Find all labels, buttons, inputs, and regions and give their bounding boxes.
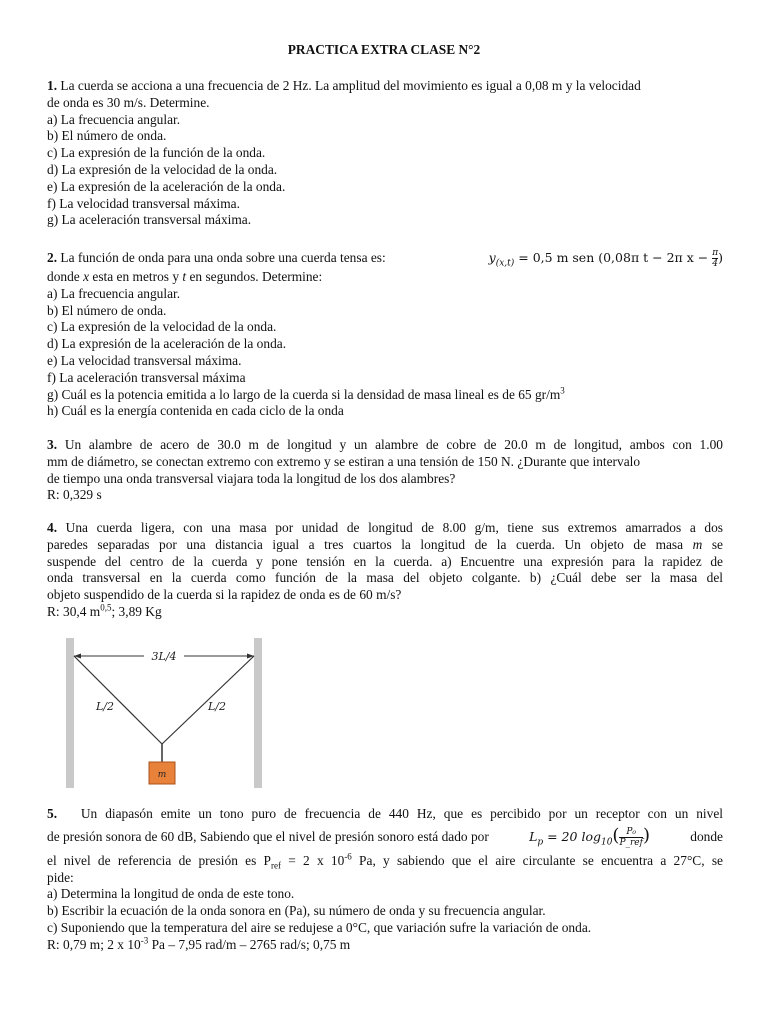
problem-4-text-2-end: se (711, 536, 723, 552)
problem-2-item: c) La expresión de la velocidad de la onda. (47, 319, 277, 335)
problem-1-text-1: La cuerda se acciona a una frecuencia de 2 Hz. La amplitud del movimiento es igual a 0,08 m y la velocidad (60, 78, 641, 93)
problem-1-item: e) La expresión de la aceleración de la onda. (47, 178, 286, 194)
problem-1-item: a) La frecuencia angular. (47, 111, 181, 127)
eq-y-sub: (x,t) (495, 258, 515, 268)
eq-y: y (488, 249, 496, 265)
problem-5-answer (47, 937, 723, 954)
eq-num: P₀ (619, 827, 643, 838)
problem-4-line-4: onda transversal en la cuerda como función de la masa del objeto colgante. b) ¿Cuál debe ser la masa del (47, 570, 723, 586)
p2-text-c: en segundos. Determine: (186, 269, 323, 284)
eq-log-sub: 10 (600, 837, 613, 848)
problem-3-line-1 (47, 437, 723, 454)
p5-answer-sup: -3 (140, 935, 149, 946)
eq-mid: = 20 log (543, 829, 601, 845)
problem-2-line-1 (47, 247, 723, 269)
problem-1-item: g) La aceleración transversal máxima. (47, 212, 252, 228)
problem-4-var-m: m (692, 536, 703, 552)
problem-5-text-2-end: donde (690, 829, 723, 845)
left-wall (66, 638, 74, 788)
sound-level-equation (529, 827, 650, 848)
problem-1-line-2: de onda es 30 m/s. Determine. (47, 94, 210, 110)
problem-5-line-2 (47, 823, 723, 853)
eq-L-sub: p (537, 837, 544, 848)
problem-2-number: 2. (47, 249, 58, 265)
eq-body: = 0,5 m sen (0,08π t − 2π x − (514, 249, 713, 265)
problem-2-item: d) La expresión de la aceleración de la onda. (47, 336, 287, 352)
problem-1-item: c) La expresión de la función de la onda. (47, 145, 266, 161)
eq-frac-den: 4 (712, 258, 719, 269)
problem-5-line-4: pide: (47, 869, 74, 885)
problem-4 (47, 520, 723, 621)
eq-L: L (529, 829, 538, 845)
problem-2-item: f) La aceleración transversal máxima (47, 369, 246, 385)
problem-3-answer: R: 0,329 s (47, 487, 102, 503)
problem-1-number: 1. (47, 78, 58, 93)
problem-5 (47, 806, 723, 954)
mass-label: m (157, 770, 167, 780)
problem-5-text-1: Un diapasón emite un tono puro de frecuencia de 440 Hz, que es percibido por un receptor con un nivel (80, 806, 723, 821)
problem-4-line-1 (47, 520, 723, 537)
eq-fraction (619, 827, 643, 848)
p2-text-b: esta en metros y (89, 269, 183, 284)
p2-var-x: x (83, 269, 90, 284)
problem-2-item: b) El número de onda. (47, 302, 167, 318)
p5-l3-c: Pa, y sabiendo que el aire circulante se encuentra a 27°C, se (351, 852, 723, 868)
p5-l3-sup: -6 (344, 851, 352, 862)
problem-4-text-2: paredes separadas por una distancia igual a tres cuartos la longitud de la cuerda. Un objeto de masa (47, 536, 684, 552)
p5-l3-sub: ref (270, 860, 281, 871)
problem-2-item-g (47, 387, 723, 404)
problem-2-line-2 (47, 269, 723, 286)
problem-5-item: c) Suponiendo que la temperatura del aire se redujese a 0°C, que variación sufre la variación de onda. (47, 919, 592, 935)
problem-2-item: a) La frecuencia angular. (47, 285, 181, 301)
problem-4-answer (47, 604, 723, 621)
problem-1-item: d) La expresión de la velocidad de la onda. (47, 161, 278, 177)
right-string-label: L/2 (208, 700, 227, 713)
problem-5-line-3 (47, 853, 723, 870)
p5-answer-a: R: 0,79 m; 2 x 10 (47, 936, 141, 952)
problem-5-number: 5. (47, 806, 58, 821)
problem-5-text-2: de presión sonora de 60 dB, Sabiendo que el nivel de presión sonoro está dado por (47, 829, 489, 845)
problem-4-line-2 (47, 537, 723, 554)
problem-2 (47, 247, 723, 420)
top-label: 3L/4 (151, 650, 177, 663)
problem-3-line-2: mm de diámetro, se conectan extremo con extremo y se estiran a una tensión de 150 N. ¿Durante que intervalo (47, 453, 641, 469)
problem-3 (47, 437, 723, 504)
problem-4-line-3: suspende del centro de la cuerda y pone tensión en la cuerda. a) Encuentre una expresión para la rapidez de (47, 553, 723, 569)
problem-2-item: h) Cuál es la energía contenida en cada ciclo de la onda (47, 403, 344, 419)
wave-function-equation (489, 248, 723, 269)
p2-text-a: donde (47, 269, 84, 284)
eq-paren-open: ( (612, 825, 620, 847)
left-string (74, 656, 162, 744)
problem-5-line-1 (47, 806, 723, 823)
p5-answer-b: Pa – 7,95 rad/m – 2765 rad/s; 0,75 m (148, 936, 351, 952)
problem-1-item: b) El número de onda. (47, 128, 167, 144)
p5-l3-a: el nivel de referencia de presión es P (47, 852, 271, 868)
p2-item-g-sup: 3 (560, 385, 565, 396)
problem-1-item: f) La velocidad transversal máxima. (47, 195, 240, 211)
eq-den: P_ref (619, 838, 643, 849)
eq-close: ) (718, 249, 723, 265)
problem-3-text-1: Un alambre de acero de 30.0 m de longitud y un alambre de cobre de 20.0 m de longitud, ambos con 1.00 (64, 437, 723, 452)
p4-answer-a: R: 30,4 m (47, 603, 101, 619)
p5-l3-b: = 2 x 10 (280, 852, 345, 868)
right-wall (254, 638, 262, 788)
p4-answer-sup: 0,5 (100, 602, 112, 613)
problem-1 (47, 78, 723, 229)
p2-var-t: t (182, 269, 187, 284)
p4-answer-b: ; 3,89 Kg (111, 603, 162, 619)
problem-4-text-1: Una cuerda ligera, con una masa por unidad de longitud de 8.00 g/m, tiene sus extremos amarrados a dos (65, 520, 723, 535)
hanging-mass-figure (66, 638, 271, 788)
problem-3-number: 3. (47, 437, 58, 452)
left-string-label: L/2 (96, 700, 115, 713)
p2-item-g-text: g) Cuál es la potencia emitida a lo largo de la cuerda si la densidad de masa lineal es de 65 gr/m (47, 386, 561, 402)
problem-4-number: 4. (47, 520, 58, 535)
problem-3-line-3: de tiempo una onda transversal viajara toda la longitud de los dos alambres? (47, 470, 456, 486)
problem-4-line-5: objeto suspendido de la cuerda si la rapidez de onda es de 60 m/s? (47, 587, 402, 603)
problem-2-item: e) La velocidad transversal máxima. (47, 352, 242, 368)
problem-2-text-1: La función de onda para una onda sobre una cuerda tensa es: (60, 249, 386, 265)
problem-1-line-1 (47, 78, 723, 95)
problem-5-item: b) Escribir la ecuación de la onda sonora en (Pa), su número de onda y su frecuencia angular. (47, 903, 546, 919)
eq-frac-num: π (712, 247, 719, 258)
page-title: PRACTICA EXTRA CLASE N°2 (287, 42, 481, 57)
hanging-mass-diagram (66, 638, 271, 788)
eq-paren-close: ) (642, 825, 650, 847)
problem-5-item: a) Determina la longitud de onda de este tono. (47, 886, 295, 902)
